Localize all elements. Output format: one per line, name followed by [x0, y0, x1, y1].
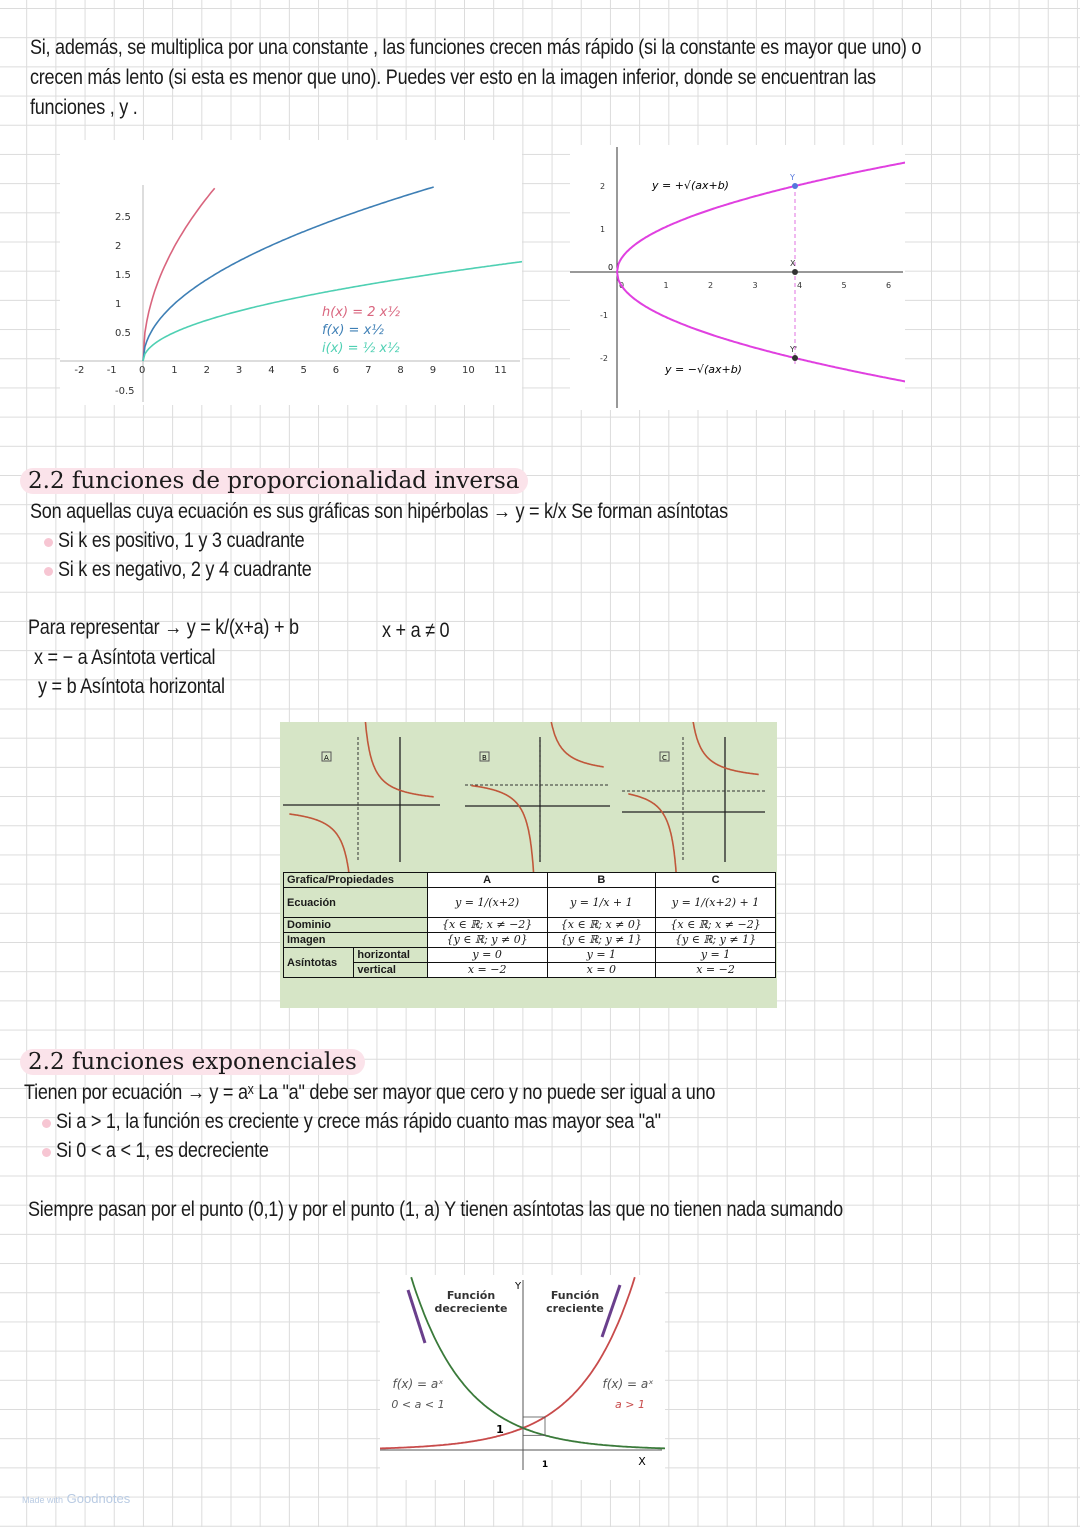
row-label: Ecuación [284, 888, 428, 918]
hyperbola-graphs [280, 722, 777, 872]
up-arrow-icon [602, 1285, 620, 1337]
x-tick-label: -2 [74, 365, 85, 376]
down-arrow-icon [408, 1290, 425, 1343]
x-tick-label: 4 [797, 281, 803, 290]
title-text: decreciente [434, 1302, 508, 1315]
point-label: Y [790, 173, 795, 182]
x-tick-label: 3 [752, 281, 758, 290]
upper-label: y = +√(ax+b) [652, 179, 729, 192]
section-title: 2.2 funciones exponenciales [20, 1049, 365, 1075]
function-label: f(x) = x½ [322, 323, 384, 338]
x-tick-label: 1 [663, 281, 669, 290]
intro-line: Si, además, se multiplica por una constante , las funciones crecen más rápido (si la constante es mayor que uno) o [30, 36, 922, 59]
panel-label: B [482, 754, 487, 762]
condition: 0 < a < 1 [391, 1398, 445, 1411]
table-cell: x = 0 [547, 963, 656, 978]
intro-line: crecen más lento (si esta es menor que uno). Puedes ver esto en la imagen inferior, donde se encuentran las [30, 66, 876, 89]
y-tick-label: -1 [600, 311, 608, 320]
panel-label: C [662, 754, 667, 762]
row-label: Asíntotas [284, 948, 354, 978]
point-label: Y' [790, 345, 798, 354]
bullet-icon [42, 1119, 51, 1128]
x-tick-label: 6 [886, 281, 892, 290]
row-label: horizontal [354, 948, 427, 963]
x-tick-label: 2 [203, 365, 210, 376]
equation: f(x) = aˣ [392, 1377, 444, 1391]
root-functions-graph [60, 140, 522, 405]
hyperbola-branch [548, 722, 603, 767]
table-cell: y = 1/(x+2) [427, 888, 547, 918]
x-tick-label: 4 [268, 365, 275, 376]
x-tick-label: -1 [106, 365, 117, 376]
hyperbola-branch [628, 794, 678, 872]
y-tick-label: 0.5 [115, 328, 131, 339]
table-cell: x = −2 [656, 963, 776, 978]
table-header: Grafica/Propiedades [284, 873, 428, 888]
table-cell: y = 1/(x+2) + 1 [656, 888, 776, 918]
point-marker [792, 183, 798, 189]
origin-label: 0 [608, 263, 614, 272]
hyperbola-branch [471, 786, 535, 872]
axis-label: Y [514, 1281, 522, 1292]
table-cell: {x ∈ ℝ; x ≠ −2} [427, 918, 547, 933]
x-tick-label: 0 [139, 365, 146, 376]
table-cell: {x ∈ ℝ; x ≠ 0} [547, 918, 656, 933]
table-cell: y = 1 [547, 948, 656, 963]
goodnotes-logo: Made with Goodnotes [22, 1491, 131, 1506]
title-text: creciente [546, 1302, 604, 1315]
exponential-graph [380, 1275, 665, 1480]
bullet-text: Si k es negativo, 2 y 4 cuadrante [58, 558, 312, 581]
bullet-text: Si a > 1, la función es creciente y crece más rápido cuanto mas mayor sea "a" [56, 1110, 661, 1133]
bullet-icon [42, 1148, 51, 1157]
text-line: Siempre pasan por el punto (0,1) y por el punto (1, a) Y tienen asíntotas las que no tienen nada sumando [28, 1198, 843, 1221]
function-label: h(x) = 2 x½ [322, 305, 400, 320]
y-tick-label: 2 [115, 241, 122, 252]
axis-label: X [638, 1455, 646, 1468]
x-tick-label: 2 [708, 281, 714, 290]
text-line: Tienen por ecuación → y = aˣ La "a" debe ser mayor que cero y no puede ser igual a uno [24, 1081, 716, 1104]
parabola-graph [570, 145, 905, 410]
point-label: X [790, 259, 796, 268]
hyperbola-branch [364, 722, 434, 797]
function-label: i(x) = ½ x½ [322, 341, 400, 356]
panel-label: A [324, 754, 329, 762]
x-tick-label: 10 [462, 365, 475, 376]
table-header: A [427, 873, 547, 888]
lower-label: y = −√(ax+b) [665, 363, 742, 376]
y-tick-label: -0.5 [115, 386, 135, 397]
y-tick-label: 2 [600, 182, 606, 191]
condition: a > 1 [615, 1398, 645, 1411]
table-cell: {y ∈ ℝ; y ≠ 1} [656, 933, 776, 948]
text-line: x = − a Asíntota vertical [34, 646, 216, 669]
x-tick-label: 11 [494, 365, 508, 376]
one-label: 1 [496, 1423, 504, 1436]
text-line: Para representar → y = k/(x+a) + b [28, 616, 299, 639]
hyperbola-table [283, 872, 776, 978]
x-tick-label: 0 [619, 281, 625, 290]
curve-1 [143, 187, 434, 361]
row-label: Imagen [284, 933, 428, 948]
x-tick-label: 9 [429, 365, 437, 376]
x-tick-label: 6 [332, 365, 340, 376]
x-tick-label: 5 [841, 281, 847, 290]
one-label: 1 [541, 1460, 549, 1470]
row-label: vertical [354, 963, 427, 978]
y-tick-label: -2 [600, 354, 608, 363]
bullet-icon [44, 567, 53, 576]
table-cell: y = 1/x + 1 [547, 888, 656, 918]
y-tick-label: 1 [600, 225, 606, 234]
table-cell: {y ∈ ℝ; y ≠ 1} [547, 933, 656, 948]
intro-line: funciones , y . [30, 96, 138, 119]
hyperbola-figure [280, 722, 777, 1008]
curve-0 [143, 188, 215, 361]
table-cell: {x ∈ ℝ; x ≠ −2} [656, 918, 776, 933]
y-tick-label: 2.5 [115, 212, 131, 223]
table-cell: x = −2 [427, 963, 547, 978]
text-line: Son aquellas cuya ecuación es sus gráficas son hipérbolas → y = k/x Se forman asíntotas [30, 500, 728, 523]
y-tick-label: 1.5 [115, 270, 131, 281]
table-cell: {y ∈ ℝ; y ≠ 0} [427, 933, 547, 948]
x-tick-label: 3 [235, 365, 243, 376]
text-line: x + a ≠ 0 [382, 619, 450, 642]
table-header: B [547, 873, 656, 888]
x-tick-label: 7 [365, 365, 372, 376]
bullet-text: Si k es positivo, 1 y 3 cuadrante [58, 529, 305, 552]
bullet-icon [44, 538, 53, 547]
x-tick-label: 1 [171, 365, 178, 376]
table-header: C [656, 873, 776, 888]
equation: f(x) = aˣ [602, 1377, 654, 1391]
table-cell: y = 0 [427, 948, 547, 963]
section-title: 2.2 funciones de proporcionalidad inversa [20, 468, 528, 494]
text-line: y = b Asíntota horizontal [38, 675, 225, 698]
x-tick-label: 5 [300, 365, 307, 376]
hyperbola-branch [289, 814, 351, 872]
title-text: Función [446, 1289, 496, 1302]
point-marker [792, 355, 798, 361]
point-marker [792, 269, 798, 275]
x-tick-label: 8 [397, 365, 404, 376]
table-cell: y = 1 [656, 948, 776, 963]
bullet-text: Si 0 < a < 1, es decreciente [56, 1139, 269, 1162]
title-text: Función [550, 1289, 600, 1302]
y-tick-label: 1 [115, 299, 122, 310]
row-label: Dominio [284, 918, 428, 933]
